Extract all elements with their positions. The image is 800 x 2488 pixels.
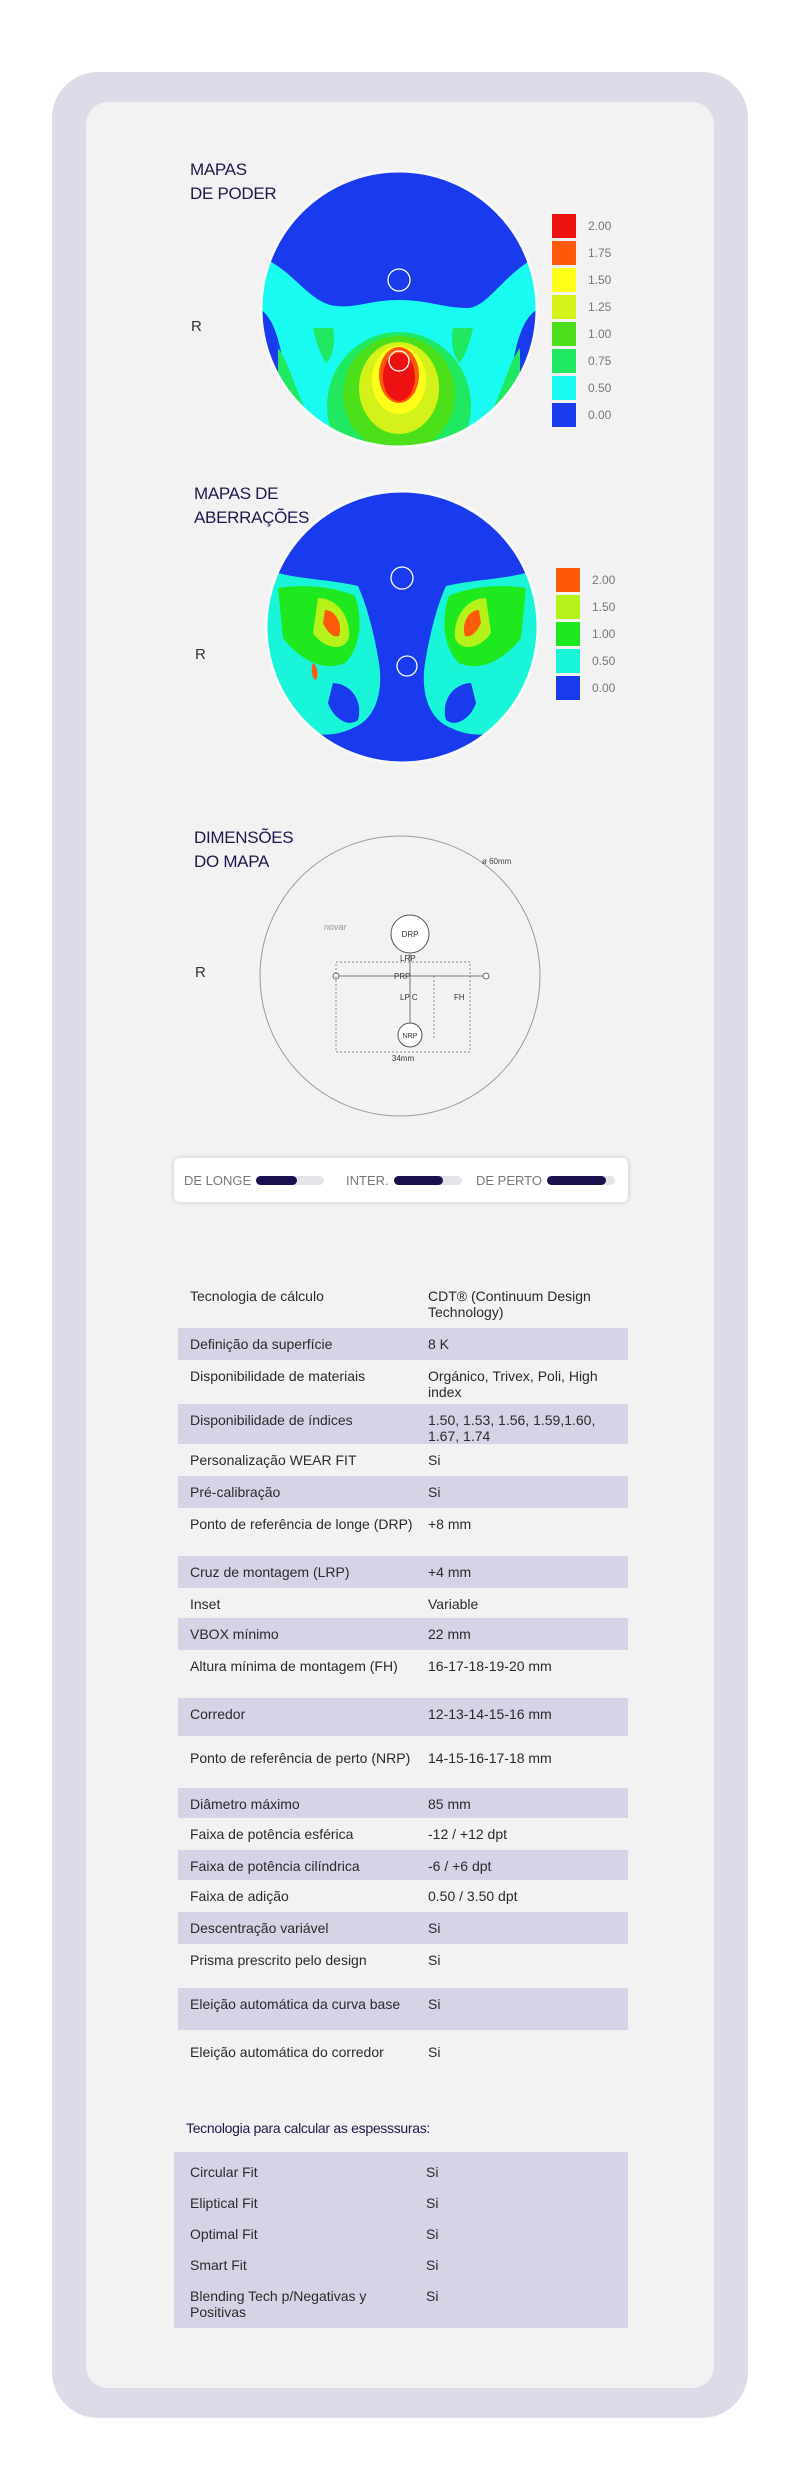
legend-value: 2.00 (588, 218, 612, 233)
spec-label: Eleição automática da curva base (190, 1996, 401, 2012)
spec-label: Definição da superfície (190, 1336, 333, 1352)
legend-swatch (552, 403, 576, 427)
spec-label: Descentração variável (190, 1920, 329, 1936)
spec-label: Faixa de adição (190, 1888, 289, 1904)
legend-value: 1.50 (588, 272, 612, 287)
legend-swatch (556, 649, 580, 673)
spec-table (178, 1280, 628, 2082)
spec-label: Ponto de referência de perto (NRP) (190, 1750, 411, 1766)
spec-row (178, 1444, 628, 1476)
aberration-map-title-line1: MAPAS DE (194, 484, 279, 503)
spec-label: Disponibilidade de materiais (190, 1368, 366, 1384)
spec-row (178, 1818, 628, 1850)
legend-item (556, 566, 615, 593)
spec-row (178, 1556, 628, 1588)
spec-value: Variable (428, 1596, 479, 1612)
legend-swatch (552, 322, 576, 346)
spec-row (178, 1912, 628, 1944)
legend-swatch (552, 349, 576, 373)
spec-label: VBOX mínimo (190, 1626, 279, 1642)
calc-row (174, 2280, 628, 2328)
width-label: 34mm (391, 1054, 415, 1063)
power-map-eye-label: R (191, 318, 202, 335)
spec-label: Diâmetro máximo (190, 1796, 300, 1812)
spec-label: Altura mínima de montagem (FH) (190, 1658, 398, 1674)
legend-value: 1.75 (588, 245, 612, 260)
spec-row (178, 1588, 628, 1618)
lpc-label: LP C (400, 993, 418, 1002)
legend-item (552, 320, 611, 347)
spec-label: Cruz de montagem (LRP) (190, 1564, 350, 1580)
calc-value: Si (426, 2288, 439, 2304)
legend-item (552, 374, 611, 401)
spec-label: Tecnologia de cálculo (190, 1288, 324, 1304)
legend-item (552, 401, 611, 428)
spec-row (178, 1618, 628, 1650)
spec-row (178, 1476, 628, 1508)
spec-value: Si (428, 1952, 441, 1968)
calc-label: Eliptical Fit (190, 2195, 258, 2211)
distance-inter-label: INTER. (346, 1172, 389, 1188)
distance-inter (346, 1158, 462, 1202)
legend-item (552, 212, 611, 239)
lrp-label: LRP (400, 954, 416, 963)
legend-swatch (556, 622, 580, 646)
spec-value: 85 mm (428, 1796, 471, 1812)
legend-swatch (556, 676, 580, 700)
spec-label: Ponto de referência de longe (DRP) (190, 1516, 413, 1532)
dimensions-diagram (258, 834, 542, 1118)
diameter-label: ø 60mm (482, 857, 512, 866)
spec-label: Inset (190, 1596, 221, 1612)
legend-value: 0.50 (588, 380, 612, 395)
legend-value: 0.00 (588, 407, 612, 422)
calc-section-title: Tecnologia para calcular as espesssuras: (186, 2120, 431, 2136)
calc-label: Optimal Fit (190, 2226, 258, 2242)
calc-label: Smart Fit (190, 2257, 247, 2273)
legend-swatch (552, 295, 576, 319)
legend-item (556, 620, 615, 647)
calc-value: Si (426, 2257, 439, 2273)
dimensions-map-title-line2: DO MAPA (194, 852, 270, 871)
brand-label: novar (324, 922, 347, 932)
distance-inter-fill (394, 1176, 443, 1185)
calc-value: Si (426, 2226, 439, 2242)
calc-value: Si (426, 2164, 439, 2180)
power-map-title-line2: DE PODER (190, 184, 277, 203)
spec-row (178, 1988, 628, 2030)
legend-swatch (552, 268, 576, 292)
dimensions-map-title-line1: DIMENSÕES (194, 828, 294, 847)
calc-row (174, 2218, 628, 2249)
legend-item (552, 266, 611, 293)
spec-row (178, 2030, 628, 2082)
spec-value: 0.50 / 3.50 dpt (428, 1888, 518, 1904)
distance-near (476, 1158, 615, 1202)
legend-value: 1.00 (588, 326, 612, 341)
calc-value: Si (426, 2195, 439, 2211)
drp-label: DRP (401, 930, 419, 939)
spec-value: 1.50, 1.53, 1.56, 1.59,1.60, 1.67, 1.74 (428, 1412, 596, 1444)
prp-label: PRP (394, 972, 411, 981)
spec-value: -12 / +12 dpt (428, 1826, 508, 1842)
distance-near-fill (547, 1176, 606, 1185)
nrp-label: NRP (402, 1033, 418, 1040)
legend-item (556, 593, 615, 620)
spec-row (178, 1328, 628, 1360)
spec-row (178, 1650, 628, 1698)
spec-row (178, 1404, 628, 1444)
legend-item (556, 674, 615, 701)
spec-row (178, 1736, 628, 1788)
calc-label: Circular Fit (190, 2164, 258, 2180)
aberration-map-title-line2: ABERRAÇÕES (194, 508, 310, 527)
legend-item (552, 347, 611, 374)
distance-inter-track (394, 1176, 462, 1185)
power-map-legend (552, 212, 611, 428)
spec-value: 16-17-18-19-20 mm (428, 1658, 552, 1674)
spec-label: Personalização WEAR FIT (190, 1452, 357, 1468)
spec-row (178, 1698, 628, 1736)
spec-value: Si (428, 1920, 441, 1936)
spec-label: Eleição automática do corredor (190, 2044, 384, 2060)
power-map-title-line1: MAPAS (190, 160, 247, 179)
spec-value: 8 K (428, 1336, 450, 1352)
spec-row (178, 1850, 628, 1880)
spec-value: Orgánico, Trivex, Poli, High index (428, 1368, 598, 1400)
spec-label: Disponibilidade de índices (190, 1412, 353, 1428)
calc-row (174, 2187, 628, 2218)
legend-swatch (552, 214, 576, 238)
legend-value: 1.50 (592, 599, 616, 614)
legend-value: 2.00 (592, 572, 616, 587)
distance-bar (174, 1158, 628, 1202)
distance-far (184, 1158, 324, 1202)
spec-value: +8 mm (428, 1516, 472, 1532)
spec-value: 22 mm (428, 1626, 471, 1642)
legend-swatch (552, 241, 576, 265)
spec-value: Si (428, 1452, 441, 1468)
spec-value: CDT® (Continuum Design Technology) (428, 1288, 591, 1320)
legend-swatch (556, 568, 580, 592)
spec-row (178, 1508, 628, 1556)
legend-item (552, 293, 611, 320)
spec-value: Si (428, 1996, 441, 2012)
distance-far-track (256, 1176, 324, 1185)
right-axis-point (483, 973, 489, 979)
legend-value: 1.25 (588, 299, 612, 314)
spec-value: 12-13-14-15-16 mm (428, 1706, 552, 1722)
spec-row (178, 1944, 628, 1988)
power-map (258, 168, 540, 450)
aberration-map (263, 488, 541, 766)
spec-value: +4 mm (428, 1564, 472, 1580)
fh-label: FH (454, 993, 465, 1002)
legend-value: 1.00 (592, 626, 616, 641)
spec-value: Si (428, 1484, 441, 1500)
calc-row (174, 2249, 628, 2280)
legend-item (552, 239, 611, 266)
calc-label: Blending Tech p/Negativas y Positivas (190, 2288, 367, 2320)
dimensions-map-eye-label: R (195, 964, 206, 981)
legend-value: 0.00 (592, 680, 616, 695)
spec-value: -6 / +6 dpt (428, 1858, 492, 1874)
distance-near-label: DE PERTO (476, 1172, 542, 1188)
distance-far-label: DE LONGE (184, 1172, 252, 1188)
legend-swatch (556, 595, 580, 619)
distance-near-track (547, 1176, 615, 1185)
legend-swatch (552, 376, 576, 400)
distance-far-fill (256, 1176, 297, 1185)
spec-row (178, 1360, 628, 1404)
spec-label: Corredor (190, 1706, 246, 1722)
spec-label: Faixa de potência esférica (190, 1826, 354, 1842)
aberration-map-eye-label: R (195, 646, 206, 663)
spec-label: Prisma prescrito pelo design (190, 1952, 367, 1968)
calc-row (174, 2156, 628, 2187)
legend-value: 0.50 (592, 653, 616, 668)
aberration-map-legend (556, 566, 615, 701)
spec-row (178, 1788, 628, 1818)
spec-label: Faixa de potência cilíndrica (190, 1858, 360, 1874)
spec-row (178, 1280, 628, 1328)
spec-label: Pré-calibração (190, 1484, 281, 1500)
spec-row (178, 1880, 628, 1912)
calc-table (174, 2152, 628, 2328)
legend-item (556, 647, 615, 674)
spec-value: Si (428, 2044, 441, 2060)
legend-value: 0.75 (588, 353, 612, 368)
spec-value: 14-15-16-17-18 mm (428, 1750, 552, 1766)
